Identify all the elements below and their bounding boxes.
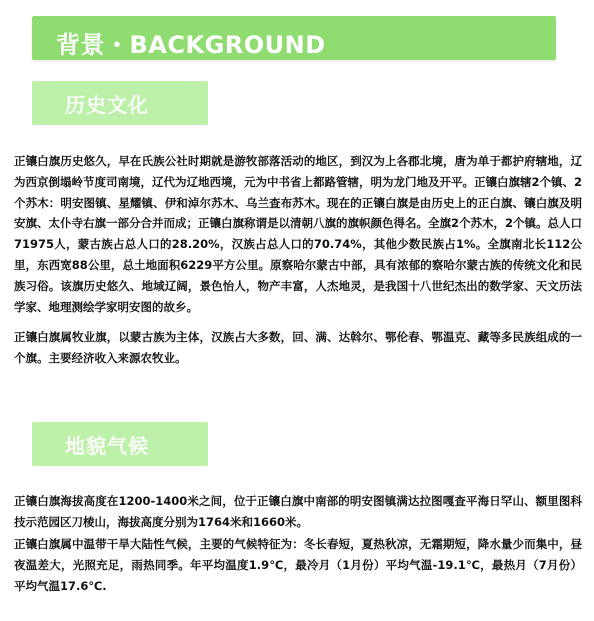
page-title: 背景・BACKGROUND [56,31,326,59]
climate-paragraph: 正镶白旗属中温带干旱大陆性气候，主要的气候特征为：冬长春短，夏热秋凉，无霜期短，降水量少而集中，昼夜温差大，光照充足，雨热同季。年平均温度1.9℃，最冷月（1月份）平均气温-19.1℃，最热月（7月份）平均气温17.6℃. [14,537,582,593]
section-heading-label: 历史文化 [65,93,149,117]
history-paragraph-2: 正镶白旗属牧业旗，以蒙古族为主体，汉族占大多数，回、满、达斡尔、鄂伦春、鄂温克、藏等多民族组成的一个旗。主要经济收入来源农牧业。 [14,330,582,365]
history-paragraph-1: 正镶白旗历史悠久，早在氏族公社时期就是游牧部落活动的地区，到汉为上各郡北境，唐为单于都护府辖地，辽为西京倒塌岭节度司南境，辽代为辽地西境，元为中书省上都路管辖，明为龙门地及开平。正镶白旗辖2个镇、2个苏木：明安图镇、星耀镇、伊和淖尔苏木、乌兰查布苏木。现在的正镶白旗是由历史上的正白旗、镶白旗及明安旗、太仆寺右旗一部分合并而成；正镶白旗称谓是以清朝八旗的旗帜颜色得名。全旗2个苏木，2个镇。总人口71975人，蒙古族占总人口的28.20%，汉族占总人口的70.74%，其他少数民族占1%。全旗南北长112公里，东西宽88公里，总土地面积6229平方公里。原察哈尔蒙古中部，具有浓郁的察哈尔蒙古族的传统文化和民族习俗。该旗历史悠久、地域辽阔，景色怡人，物产丰富，人杰地灵，是我国十八世纪杰出的数学家、天文历法学家、地理测绘学家明安图的故乡。 [14,154,582,314]
landform-paragraph: 正镶白旗海拔高度在1200-1400米之间，位于正镶白旗中南部的明安图镇满达拉图嘎查平海日罕山、额里图科技示范园区刀棱山，海拔高度分别为1764米和1660米。 [14,494,582,529]
background-banner [32,16,556,60]
section-heading-landform-climate [32,422,208,466]
section-heading-label: 地貌气候 [65,434,149,458]
section-heading-history [32,81,208,125]
